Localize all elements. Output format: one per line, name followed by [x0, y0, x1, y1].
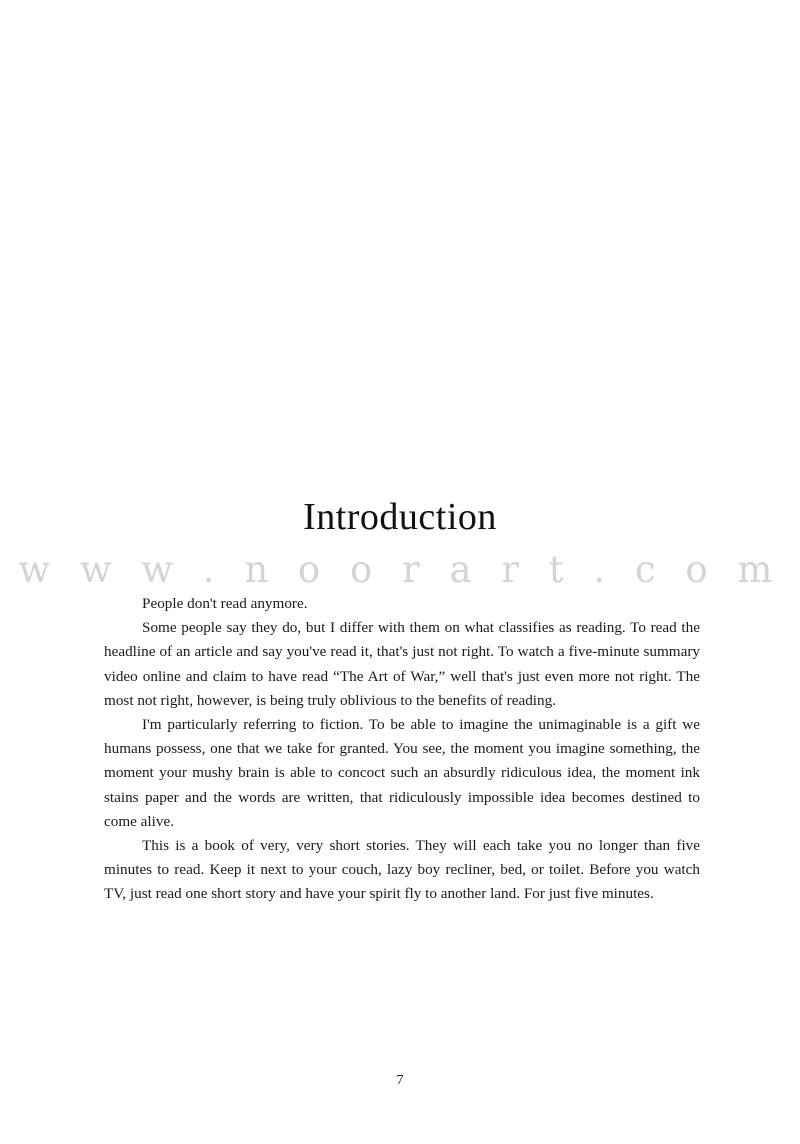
paragraph: Some people say they do, but I differ with them on what classifies as reading. To read the headline of an article and say you've read it, that's just not right. To watch a five-minute summary video online and claim to have read “The Art of War,” well that's just even more not right. The most not right, however, is being truly oblivious to the benefits of reading.: [104, 619, 700, 709]
page-title: Introduction: [303, 496, 497, 539]
paragraph: I'm particularly referring to fiction. To be able to imagine the unimaginable is a gift we humans possess, one that we take for granted. You see, the moment you imagine something, the moment your mushy brain is able to concoct such an absurdly ridiculous idea, the moment ink stains paper and the words are written, that ridiculously impossible idea becomes destined to come alive.: [104, 716, 700, 830]
watermark-noorart: w w w . n o o r a r t . c o m: [18, 548, 782, 591]
introduction-body: [104, 592, 700, 907]
page-number: 7: [396, 1073, 404, 1088]
paragraph: This is a book of very, very short stories. They will each take you no longer than five minutes to read. Keep it next to your couch, lazy boy recliner, bed, or toilet. Before you watch TV, just read one short story and have your spirit fly to another land. For just five minutes.: [104, 837, 700, 903]
paragraph: People don't read anymore.: [142, 595, 308, 612]
